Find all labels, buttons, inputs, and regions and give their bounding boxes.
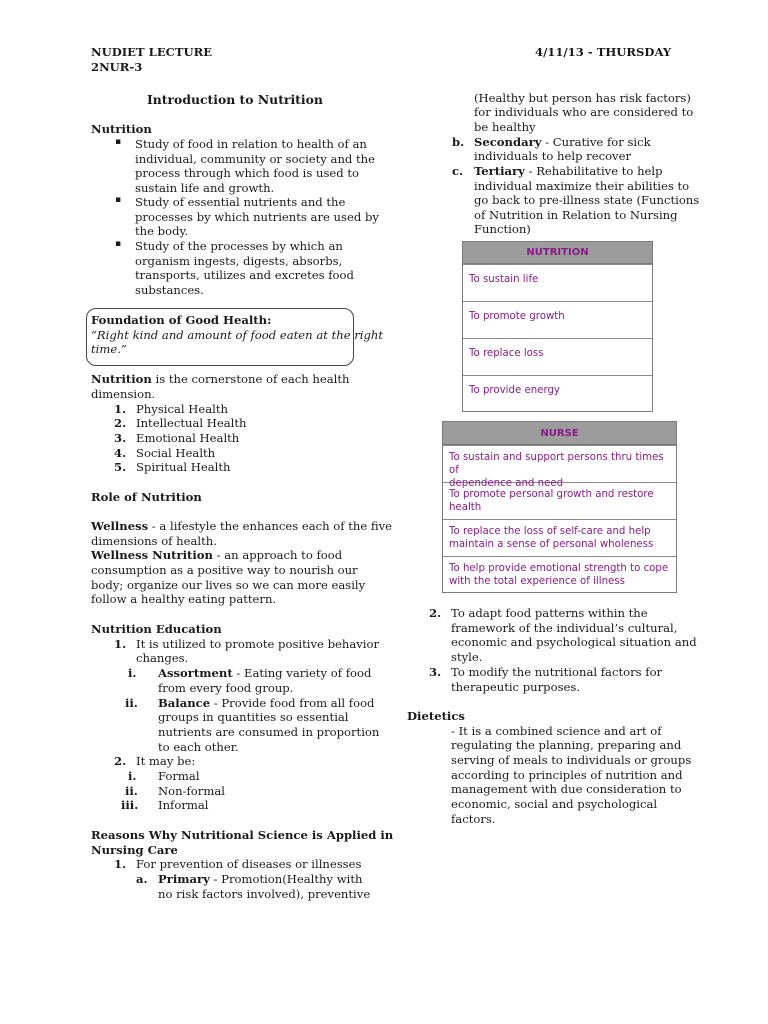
nurse-table-row [443, 482, 676, 519]
wellness-def-line1 [91, 519, 392, 534]
letter-marker: c. [452, 164, 464, 178]
cornerstone-rest: is the cornerstone of each health [151, 372, 350, 386]
nutrition-table-row: To replace loss [463, 338, 652, 375]
health-item-physical: Physical Health [136, 402, 228, 416]
nutrition-def-2-line3: the body. [135, 224, 189, 238]
dietetics-line7: factors. [451, 812, 496, 826]
primary-line2: no risk factors involved), preventive [158, 887, 371, 901]
primary-cont-line1: (Healthy but person has risk factors) [474, 91, 691, 105]
primary-def: - Promotion(Healthy with [209, 872, 363, 886]
nutrition-def-3-line4: substances. [135, 283, 204, 297]
wellness-nutrition-line3: body; organize our lives so we can more easily [91, 578, 366, 592]
roman-numeral: i. [128, 666, 137, 680]
balance-line1 [158, 696, 374, 711]
assortment-def: - Eating variety of food [232, 666, 372, 680]
nutrition-table-row: To promote growth [463, 301, 652, 338]
cornerstone-line1 [91, 372, 349, 387]
balance-line2: groups in quantities so essential [158, 710, 349, 724]
tertiary-line1 [474, 164, 663, 179]
list-number: 1. [114, 857, 127, 871]
tertiary-def: - Rehabilitative to help [524, 164, 663, 178]
nurse-row2-line2: health [449, 502, 482, 513]
dietetics-line1: - It is a combined science and art of [451, 724, 662, 738]
secondary-term: Secondary [474, 135, 542, 149]
nurse-row2-line1: To promote personal growth and restore [449, 489, 654, 500]
nutrition-def-2-line1: Study of essential nutrients and the [135, 195, 346, 209]
foundation-heading: Foundation of Good Health: [91, 313, 272, 327]
nutrition-def-2-line2: processes by which nutrients are used by [135, 210, 379, 224]
tertiary-line3: go back to pre-illness state (Functions [474, 193, 700, 207]
list-number: 5. [114, 460, 127, 474]
reasons-item2-line4: style. [451, 650, 483, 664]
list-number: 3. [429, 665, 442, 679]
reasons-item3-line2: therapeutic purposes. [451, 680, 581, 694]
letter-marker: a. [136, 872, 148, 886]
dietetics-line3: serving of meals to individuals or groups [451, 753, 692, 767]
assortment-line1 [158, 666, 371, 681]
nurse-row3-line2: maintain a sense of personal wholeness [449, 539, 654, 550]
role-heading: Role of Nutrition [91, 490, 202, 504]
assortment-term: Assortment [158, 666, 233, 680]
nurse-functions-table [442, 421, 677, 593]
education-heading: Nutrition Education [91, 622, 222, 636]
section-label: 2NUR-3 [91, 60, 143, 74]
dietetics-line4: according to principles of nutrition and [451, 768, 683, 782]
list-number: 2. [114, 754, 127, 768]
reasons-item1: For prevention of diseases or illnesses [136, 857, 362, 871]
list-number: 2. [114, 416, 127, 430]
reasons-item2-line1: To adapt food patterns within the [451, 606, 648, 620]
nutrition-heading: Nutrition [91, 122, 152, 136]
nurse-row1-line2: dependence and need [449, 478, 564, 489]
wellness-nutrition-line4: follow a healthy eating pattern. [91, 592, 277, 606]
primary-term: Primary [158, 872, 210, 886]
balance-line3: nutrients are consumed in proportion [158, 725, 380, 739]
health-item-social: Social Health [136, 446, 216, 460]
dietetics-heading: Dietetics [407, 709, 465, 723]
list-number: 3. [114, 431, 127, 445]
reasons-item2-line2: framework of the individual’s cultural, [451, 621, 678, 635]
nutrition-table-row: To sustain life [463, 264, 652, 301]
nutrition-def-3-line2: organism ingests, digests, absorbs, [135, 254, 343, 268]
tertiary-term: Tertiary [474, 164, 525, 178]
bullet-marker: ▪ [115, 195, 122, 205]
roman-numeral: iii. [121, 798, 139, 812]
wellness-nutrition-term: Wellness Nutrition [91, 548, 213, 562]
balance-term: Balance [158, 696, 211, 710]
bullet-marker: ▪ [115, 239, 122, 249]
primary-line1 [158, 872, 363, 887]
letter-marker: b. [452, 135, 465, 149]
wellness-nutrition-line1 [91, 548, 342, 563]
wellness-term: Wellness [91, 519, 149, 533]
reasons-heading-line1: Reasons Why Nutritional Science is Applied in [91, 828, 394, 842]
nutrition-table-header: NUTRITION [463, 242, 652, 264]
wellness-def: - a lifestyle the enhances each of the five [148, 519, 393, 533]
health-item-emotional: Emotional Health [136, 431, 240, 445]
wellness-nutrition-line2: consumption as a positive way to nourish our [91, 563, 358, 577]
assortment-line2: from every food group. [158, 681, 294, 695]
nutrition-def-1-line1: Study of food in relation to health of an [135, 137, 367, 151]
nurse-row3-line1: To replace the loss of self-care and help [449, 526, 651, 537]
foundation-quote-line2: time.” [91, 342, 127, 356]
reasons-item3-line1: To modify the nutritional factors for [451, 665, 663, 679]
tertiary-line4: of Nutrition in Relation to Nursing [474, 208, 678, 222]
wellness-def-line2: dimensions of health. [91, 534, 217, 548]
secondary-line1 [474, 135, 651, 150]
course-title: NUDIET LECTURE [91, 45, 213, 59]
primary-cont-line3: be healthy [474, 120, 536, 134]
nurse-row4-line1: To help provide emotional strength to cope [449, 563, 669, 574]
balance-line4: to each other. [158, 740, 239, 754]
nurse-table-row [443, 519, 676, 556]
nurse-table-header: NURSE [443, 422, 676, 445]
primary-cont-line2: for individuals who are considered to [474, 105, 694, 119]
nutrition-def-1-line4: sustain life and growth. [135, 181, 275, 195]
education-item1-line2: changes. [136, 651, 189, 665]
nurse-table-row [443, 445, 676, 489]
wellness-nutrition-def: - an approach to food [212, 548, 343, 562]
nutrition-table-row: To provide energy [463, 375, 652, 411]
nutrition-functions-table [462, 241, 653, 412]
bullet-marker: ▪ [115, 137, 122, 147]
education-item2: It may be: [136, 754, 196, 768]
page-title: Introduction to Nutrition [147, 92, 323, 107]
type-informal: Informal [158, 798, 209, 812]
health-item-intellectual: Intellectual Health [136, 416, 247, 430]
list-number: 4. [114, 446, 127, 460]
nurse-row1-line1: To sustain and support persons thru times of [449, 452, 664, 476]
date-label: 4/11/13 - THURSDAY [535, 45, 672, 59]
roman-numeral: i. [128, 769, 137, 783]
tertiary-line5: Function) [474, 222, 531, 236]
type-nonformal: Non-formal [158, 784, 225, 798]
list-number: 1. [114, 402, 127, 416]
nutrition-def-3-line3: transports, utilizes and excretes food [135, 268, 354, 282]
roman-numeral: ii. [125, 784, 138, 798]
health-item-spiritual: Spiritual Health [136, 460, 231, 474]
nurse-row4-line2: with the total experience of illness [449, 576, 625, 587]
tertiary-line2: individual maximize their abilities to [474, 179, 690, 193]
dietetics-line5: management with due consideration to [451, 782, 682, 796]
nurse-table-row [443, 556, 676, 592]
nutrition-def-1-line3: process through which food is used to [135, 166, 360, 180]
secondary-line2: individuals to help recover [474, 149, 632, 163]
balance-def: - Provide food from all food [210, 696, 375, 710]
dietetics-line2: regulating the planning, preparing and [451, 738, 682, 752]
cornerstone-line2: dimension. [91, 387, 156, 401]
reasons-heading-line2: Nursing Care [91, 843, 178, 857]
list-number: 1. [114, 637, 127, 651]
type-formal: Formal [158, 769, 200, 783]
nutrition-def-1-line2: individual, community or society and the [135, 152, 376, 166]
roman-numeral: ii. [125, 696, 138, 710]
cornerstone-bold: Nutrition [91, 372, 152, 386]
nutrition-def-3-line1: Study of the processes by which an [135, 239, 343, 253]
reasons-item2-line3: economic and psychological situation and [451, 635, 697, 649]
secondary-def: - Curative for sick [541, 135, 651, 149]
dietetics-line6: economic, social and psychological [451, 797, 658, 811]
foundation-quote-line1: “Right kind and amount of food eaten at the right [91, 328, 384, 342]
education-item1-line1: It is utilized to promote positive behavior [136, 637, 380, 651]
list-number: 2. [429, 606, 442, 620]
